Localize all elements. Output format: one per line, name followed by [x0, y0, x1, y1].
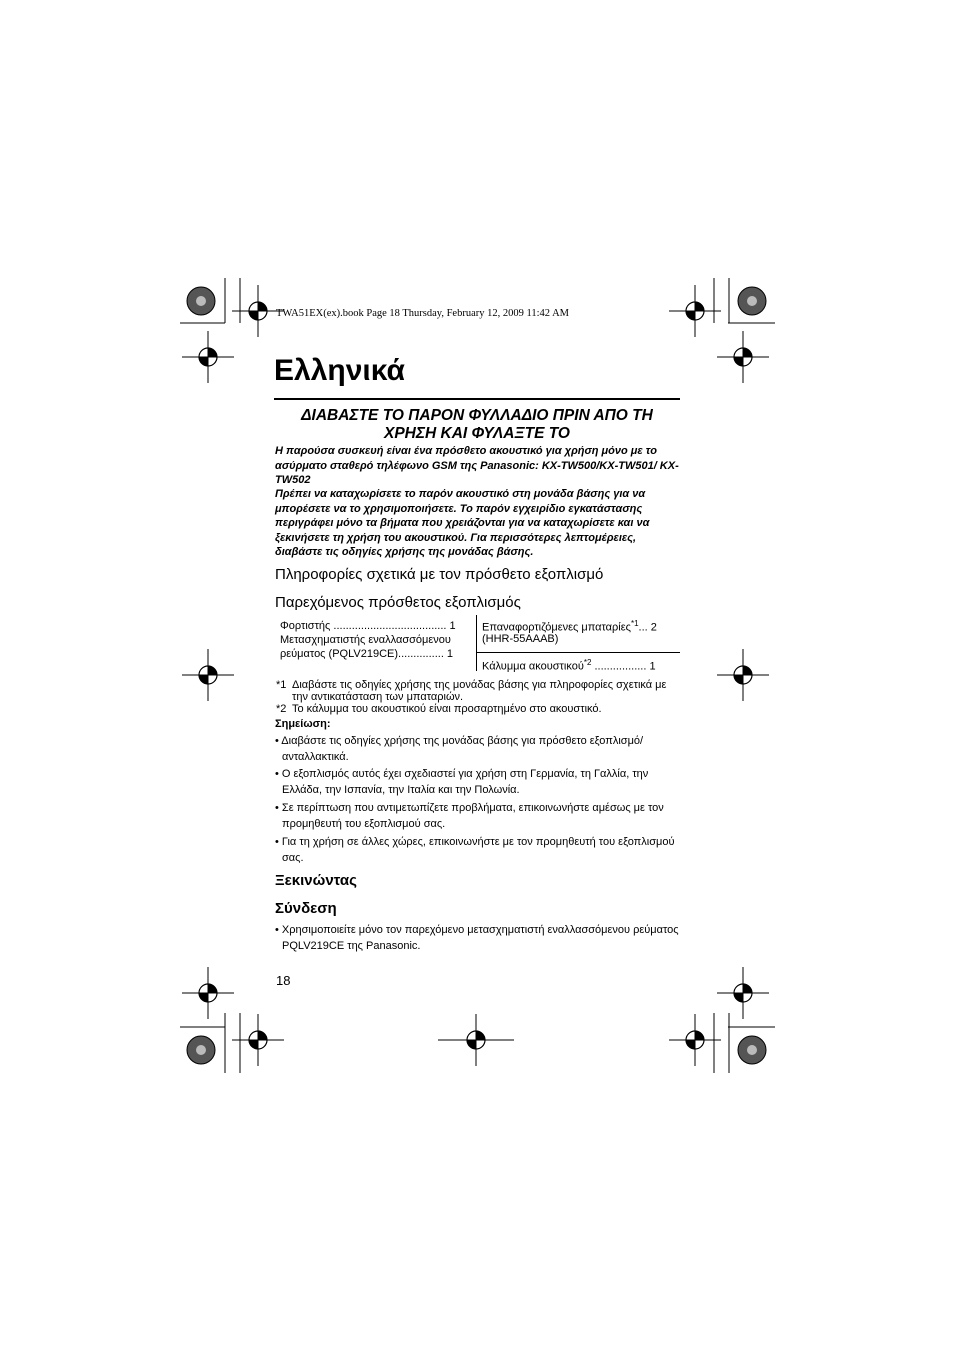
accessory-charger: Φορτιστής ..................................... 1: [280, 620, 456, 632]
title-rule: [274, 398, 680, 400]
warning-heading-line2: ΧΡΗΣΗ ΚΑΙ ΦΥΛΑΞΤΕ ΤΟ: [384, 425, 570, 442]
registration-mark-icon: [717, 649, 769, 701]
section-getting-started-heading: Ξεκινώντας: [275, 872, 357, 889]
registration-mark-icon: [669, 1014, 721, 1066]
color-target-icon: [187, 1036, 215, 1064]
registration-mark-icon: [182, 967, 234, 1019]
subsection-connection-heading: Σύνδεση: [275, 900, 337, 917]
accessory-adaptor-line1: Μετασχηματιστής εναλλασσόμενου: [280, 634, 451, 646]
page-number: 18: [276, 973, 291, 988]
section-accessories-heading: Πληροφορίες σχετικά με τον πρόσθετο εξοπλισμό: [275, 566, 604, 583]
subsection-supplied-heading: Παρεχόμενος πρόσθετος εξοπλισμός: [275, 594, 521, 611]
footnote-1-line1: Διαβάστε τις οδηγίες χρήσης της μονάδας βάσης για πληροφορίες σχετικά με: [292, 679, 667, 691]
connection-note: • Χρησιμοποιείτε μόνο τον παρεχόμενο μετασχηματιστή εναλλασσόμενου ρεύματος PQLV219CE της Panasonic.: [275, 924, 679, 952]
book-info-header: TWA51EX(ex).book Page 18 Thursday, February 12, 2009 11:42 AM: [276, 308, 569, 319]
note-item: • Ο εξοπλισμός αυτός έχει σχεδιαστεί για χρήση στη Γερμανία, τη Γαλλία, την Ελλάδα, την Ισπανία, την Ιταλία και την Πολωνία.: [275, 768, 649, 796]
registration-mark-icon: [717, 967, 769, 1019]
registration-mark-icon: [717, 331, 769, 383]
note-item: • Για τη χρήση σε άλλες χώρες, επικοινωνήστε με τον προμηθευτή του εξοπλισμού σας.: [275, 836, 675, 864]
accessory-batteries-line1: Επαναφορτιζόμενες μπαταρίες$^{*1}$... 2: [482, 619, 657, 634]
warning-heading-line1: ΔΙΑΒΑΣΤΕ ΤΟ ΠΑΡΟΝ ΦΥΛΛΑΔΙΟ ΠΡΙΝ ΑΠΟ ΤΗ: [301, 407, 653, 424]
registration-mark-icon: [182, 649, 234, 701]
note-item: • Σε περίπτωση που αντιμετωπίζετε προβλήματα, επικοινωνήστε αμέσως με τον προμηθευτή του εξοπλισμού σας.: [275, 802, 664, 830]
accessory-adaptor-line2: ρεύματος (PQLV219CE)............... 1: [280, 648, 454, 660]
color-target-icon: [738, 287, 766, 315]
note-item: • Διαβάστε τις οδηγίες χρήσης της μονάδας βάσης για πρόσθετο εξοπλισμό/ ανταλλακτικά.: [275, 735, 644, 763]
table-divider-horizontal: [477, 652, 680, 653]
footnote-2-mark: *2: [276, 703, 287, 715]
color-target-icon: [187, 287, 215, 315]
note-label: Σημείωση:: [275, 718, 331, 730]
intro-paragraph-1: Η παρούσα συσκευή είναι ένα πρόσθετο ακουστικό για χρήση μόνο με το ασύρματο σταθερό τηλέφωνο GSM της Panasonic: KX-TW500/KX-TW501/ KX-TW502: [275, 445, 679, 487]
color-target-icon: [738, 1036, 766, 1064]
registration-mark-icon: [182, 331, 234, 383]
registration-mark-icon: [669, 285, 721, 337]
table-divider-vertical: [476, 615, 477, 671]
footnote-1-mark: *1: [276, 679, 287, 691]
intro-paragraph-2: Πρέπει να καταχωρίσετε το παρόν ακουστικό στη μονάδα βάσης για να μπορέσετε να το χρησιμοποιήσετε. Το παρόν εγχειρίδιο εγκατάστασης περιγράφει μόνο τα βήματα που χρειάζονται για να καταχωρίσετε και να ξεκινήσετε τη χρήση του ακουστικού. Για περισσότερες λεπτομέρειες, διαβάστε τις οδηγίες χρήσης της μονάδας βάσης.: [275, 488, 650, 559]
page-title: Ελληνικά: [274, 354, 405, 387]
footnote-1-line2: την αντικατάσταση των μπαταριών.: [292, 691, 464, 703]
accessory-batteries-line2: (HHR-55AAAB): [482, 633, 559, 645]
footnote-2-text: Το κάλυμμα του ακουστικού είναι προσαρτημένο στο ακουστικό.: [292, 703, 602, 715]
accessory-cover: Κάλυμμα ακουστικού$^{*2}$ ................. 1: [482, 658, 656, 673]
